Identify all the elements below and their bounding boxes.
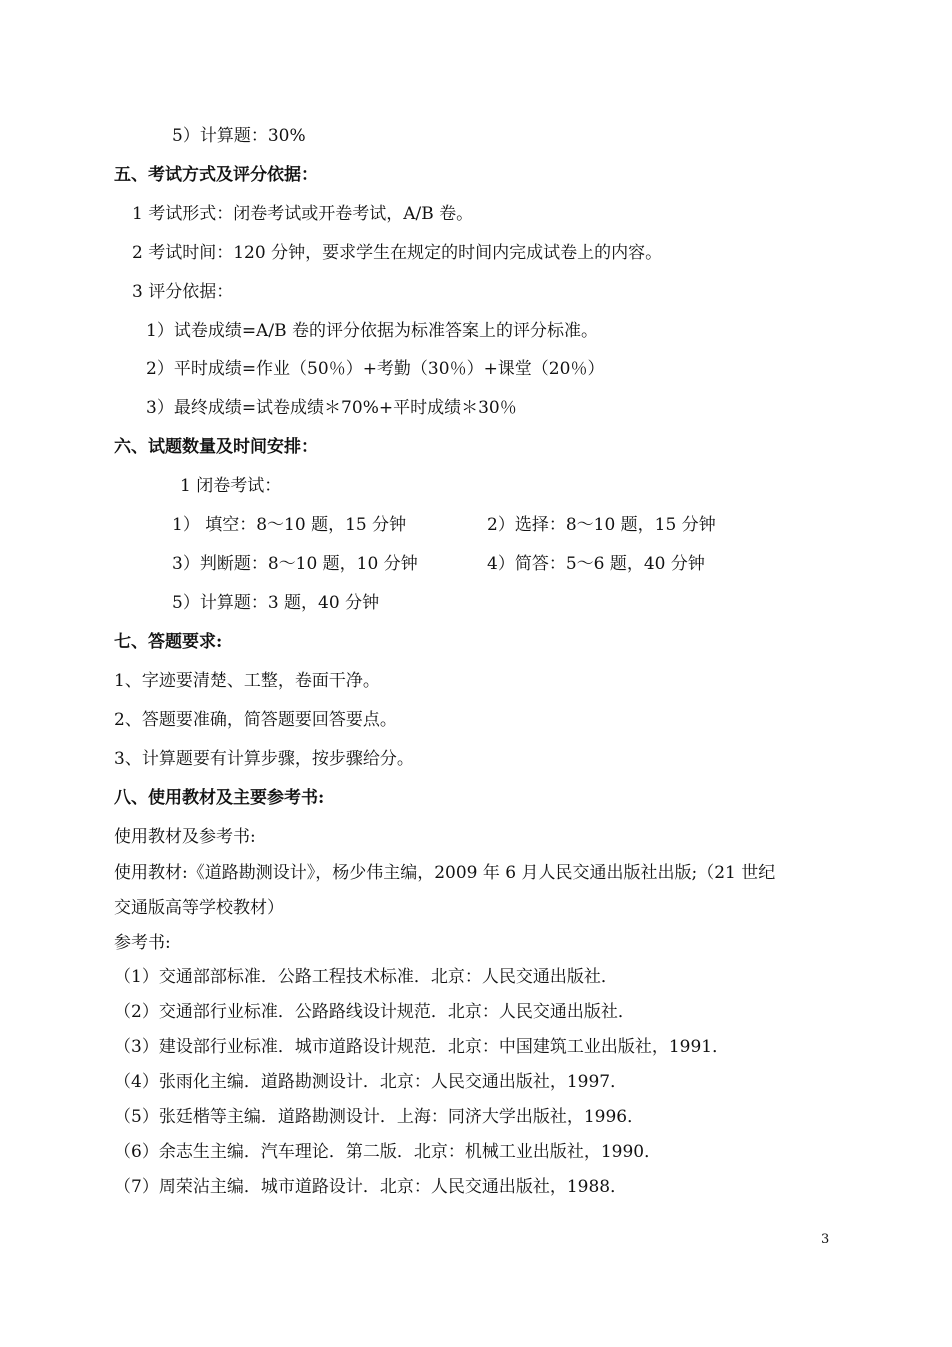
top-item: 5）计算题：30% (172, 126, 306, 146)
section5-sub-item-3: 3）最终成绩=试卷成绩＊70%+平时成绩＊30％ (146, 398, 517, 418)
textbook-line-1: 使用教材:《道路勘测设计》，杨少伟主编，2009 年 6 月人民交通出版社出版;（21 世纪 (114, 863, 776, 883)
section8-heading: 八、使用教材及主要参考书: (114, 788, 325, 808)
section6-heading: 六、试题数量及时间安排： (114, 437, 318, 457)
section8-intro: 使用教材及参考书: (114, 827, 256, 847)
reference-item: （4）张雨化主编．道路勘测设计．北京：人民交通出版社，1997． (114, 1072, 628, 1092)
reference-item: （6）余志生主编．汽车理论．第二版．北京：机械工业出版社，1990． (114, 1142, 662, 1162)
section7-item-1: 1、字迹要清楚、工整，卷面干净。 (114, 671, 380, 691)
section5-item-1: 1 考试形式：闭卷考试或开卷考试，A/B 卷。 (132, 204, 474, 224)
reference-item: （3）建设部行业标准．城市道路设计规范．北京：中国建筑工业出版社，1991． (114, 1037, 730, 1057)
section6-sub-heading: 1 闭卷考试： (180, 476, 282, 496)
section5-heading: 五、考试方式及评分依据： (114, 165, 318, 185)
page-number: 3 (821, 1232, 830, 1247)
section5-sub-item-1: 1）试卷成绩=A/B 卷的评分依据为标准答案上的评分标准。 (146, 321, 598, 341)
question-type-calc: 5）计算题：3 题，40 分钟 (172, 593, 380, 613)
question-type-choice: 2）选择：8～10 题，15 分钟 (487, 515, 716, 535)
reference-item: （5）张廷楷等主编．道路勘测设计．上海：同济大学出版社，1996． (114, 1107, 645, 1127)
section7-heading: 七、答题要求: (114, 632, 223, 652)
textbook-line-2: 交通版高等学校教材） (114, 898, 284, 918)
section5-item-2: 2 考试时间：120 分钟，要求学生在规定的时间内完成试卷上的内容。 (132, 243, 663, 263)
reference-item: （7）周荣沾主编．城市道路设计．北京：人民交通出版社，1988． (114, 1177, 628, 1197)
question-type-judge: 3）判断题：8～10 题，10 分钟 (172, 554, 418, 574)
section7-item-3: 3、计算题要有计算步骤，按步骤给分。 (114, 749, 414, 769)
question-type-short-answer: 4）简答：5～6 题，40 分钟 (487, 554, 705, 574)
section5-item-3: 3 评分依据： (132, 282, 234, 302)
section5-sub-item-2: 2）平时成绩=作业（50％）+考勤（30％）+课堂（20％） (146, 359, 605, 379)
refs-label: 参考书: (114, 933, 171, 953)
question-type-fill: 1） 填空：8～10 题，15 分钟 (172, 515, 407, 535)
reference-item: （1）交通部部标准．公路工程技术标准．北京：人民交通出版社． (114, 967, 618, 987)
reference-item: （2）交通部行业标准．公路路线设计规范．北京：人民交通出版社． (114, 1002, 635, 1022)
section7-item-2: 2、答题要准确，简答题要回答要点。 (114, 710, 397, 730)
